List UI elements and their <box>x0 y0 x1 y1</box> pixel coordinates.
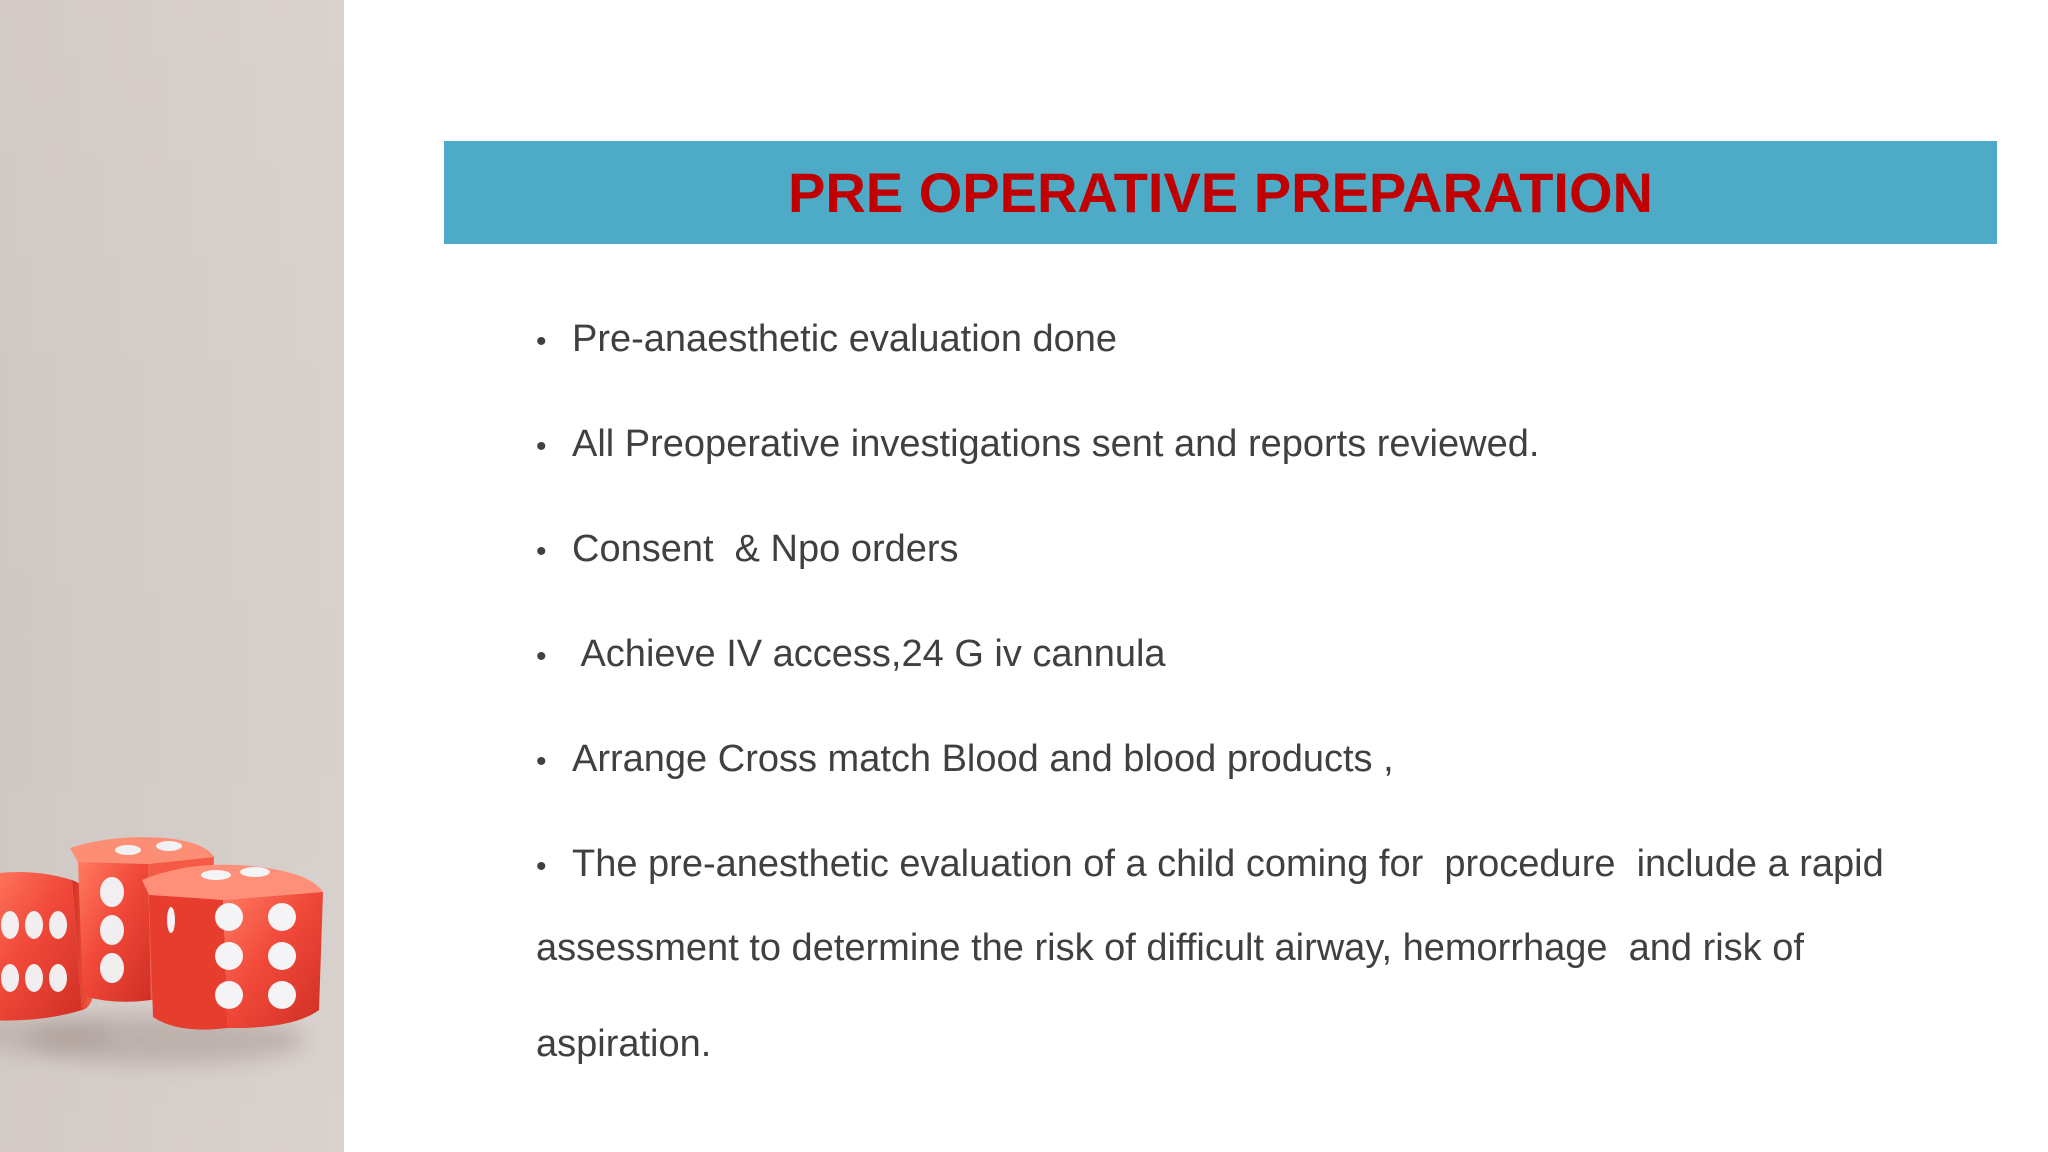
content-list <box>536 312 1996 1092</box>
bullet-text: All Preoperative investigations sent and reports reviewed. <box>572 423 1540 465</box>
bullet-icon: • <box>536 640 547 673</box>
list-item <box>536 627 1996 732</box>
die-left <box>0 872 92 1021</box>
bullet-text: Arrange Cross match Blood and blood products , <box>572 738 1394 780</box>
slide-title: PRE OPERATIVE PREPARATION <box>788 160 1653 224</box>
bullet-icon: • <box>536 850 547 883</box>
bullet-icon: • <box>536 535 547 568</box>
bullet-icon: • <box>536 745 547 778</box>
evaluation-paragraph <box>536 837 1996 1092</box>
side-image-panel <box>0 0 344 1152</box>
bullet-icon: • <box>536 430 547 463</box>
bullet-icon: • <box>536 325 547 358</box>
bullet-text: Pre-anaesthetic evaluation done <box>572 318 1118 360</box>
list-item <box>536 732 1996 837</box>
paragraph-third-line: aspiration. <box>536 1023 712 1065</box>
title-bar <box>444 141 1997 244</box>
list-item <box>536 837 1996 900</box>
red-dice-icon <box>0 0 344 1152</box>
list-item <box>536 417 1996 522</box>
die-front <box>142 865 323 1030</box>
bullet-text: Consent & Npo orders <box>572 528 959 570</box>
bullet-text: Achieve IV access,24 G iv cannula <box>572 633 1166 675</box>
paragraph-first-line: The pre-anesthetic evaluation of a child coming for procedure include a rapid <box>572 843 1884 885</box>
list-item <box>536 312 1996 417</box>
paragraph-second-line: assessment to determine the risk of difficult airway, hemorrhage and risk of <box>536 927 1804 969</box>
list-item <box>536 522 1996 627</box>
